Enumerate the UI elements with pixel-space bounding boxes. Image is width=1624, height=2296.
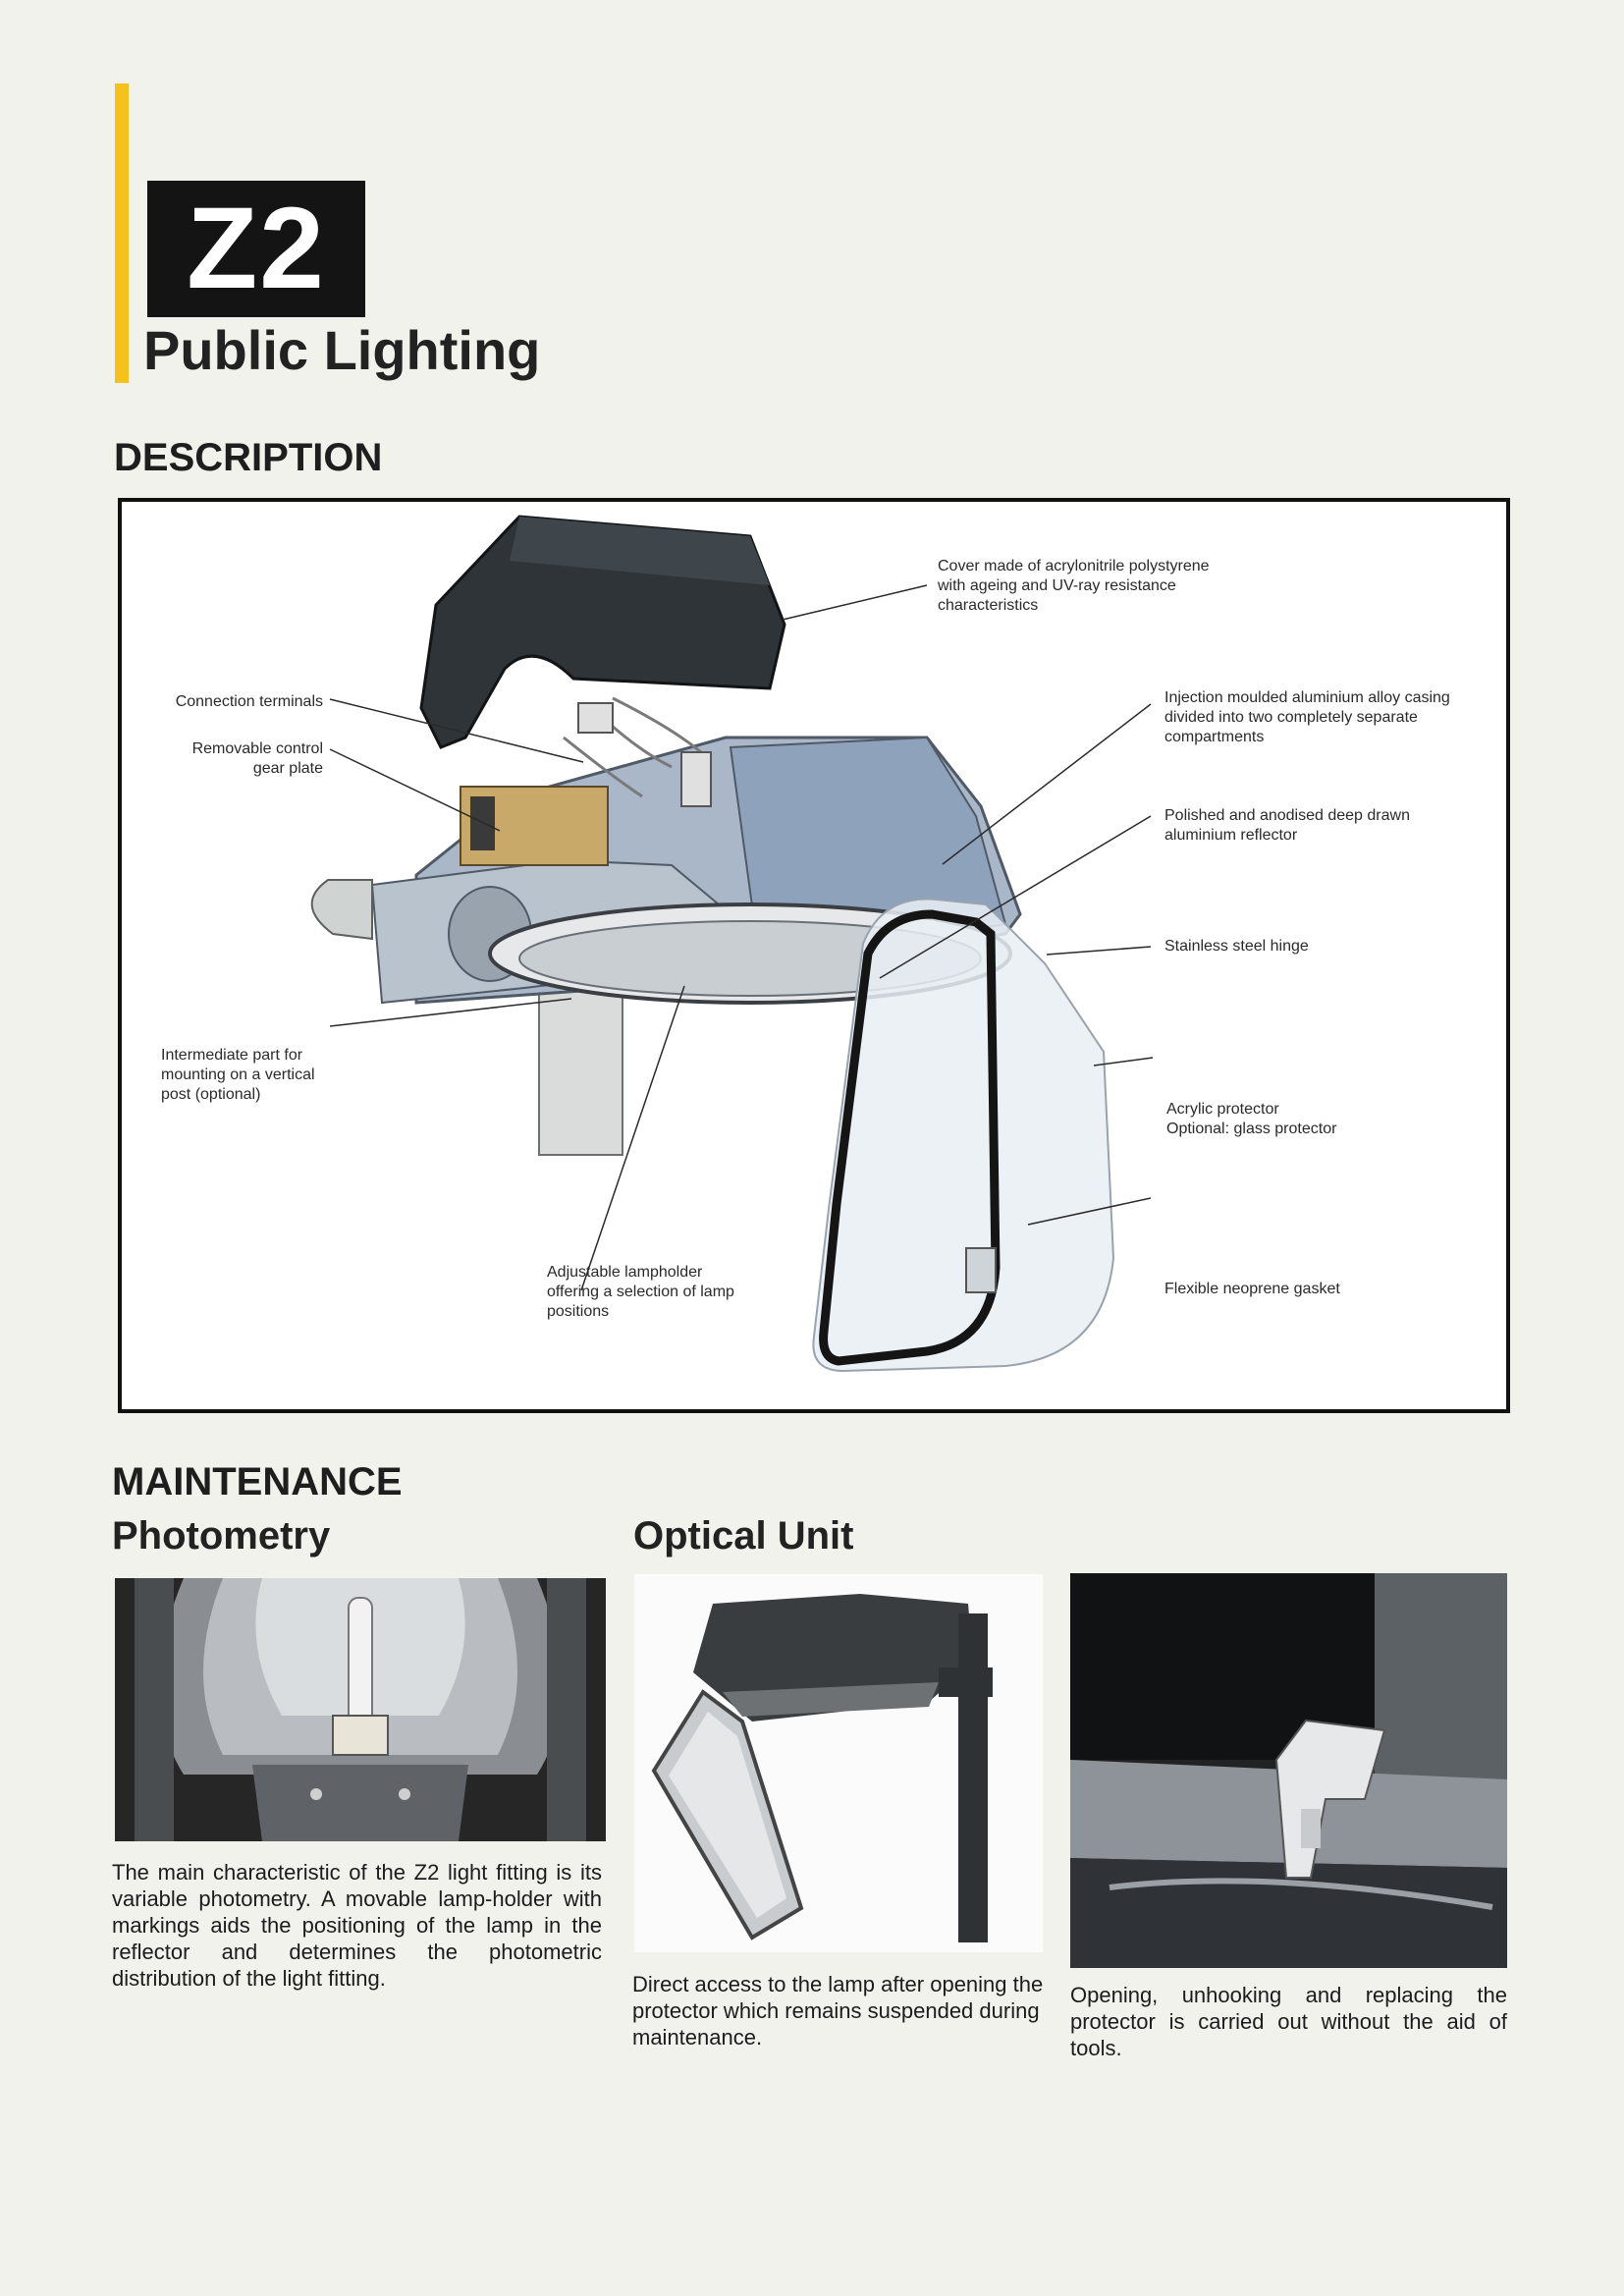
exploded-diagram [118, 498, 1510, 1413]
maintenance-heading: MAINTENANCE [112, 1460, 403, 1503]
callout-hinge: Stainless steel hinge [1164, 938, 1309, 955]
page-title: Public Lighting [143, 319, 541, 381]
optical-unit-photo-open [634, 1574, 1043, 1952]
optical-unit-heading: Optical Unit [633, 1514, 854, 1558]
callout-intermediate: Intermediate part for mounting on a vertical post (optional) [161, 1047, 315, 1103]
product-code-badge: Z2 [147, 181, 365, 317]
photometry-heading: Photometry [112, 1514, 331, 1558]
callout-terminals: Connection terminals [175, 693, 323, 710]
callout-protector-acrylic: Acrylic protector [1166, 1101, 1279, 1118]
photometry-photo [115, 1578, 606, 1841]
callout-cover: Cover made of acrylonitrile polystyrene with ageing and UV-ray resistance characteristics [938, 558, 1210, 614]
callout-gear-plate: Removable control gear plate [191, 740, 323, 777]
accent-bar [115, 83, 129, 383]
callout-casing: Injection moulded aluminium alloy casing divided into two completely separate compartments [1164, 689, 1450, 745]
description-heading: DESCRIPTION [114, 436, 383, 479]
optical-unit-photo-hinge [1070, 1573, 1507, 1968]
callout-protector-glass: Optional: glass protector [1166, 1121, 1337, 1137]
photometry-text: The main characteristic of the Z2 light fitting is its variable photometry. A movable lamp-holder with markings aids the positioning of the lamp in the reflector and determines the photometric distribution of the light fitting. [112, 1860, 602, 1991]
callout-gasket: Flexible neoprene gasket [1164, 1281, 1340, 1297]
optical-unit-caption-2: Opening, unhooking and replacing the protector is carried out without the aid of tools. [1070, 1983, 1507, 2060]
callout-lampholder: Adjustable lampholder offering a selection of lamp positions [547, 1264, 734, 1320]
callout-reflector: Polished and anodised deep drawn aluminium reflector [1164, 807, 1410, 844]
optical-unit-caption-1: Direct access to the lamp after opening the protector which remains suspended during maintenance. [632, 1972, 1044, 2050]
